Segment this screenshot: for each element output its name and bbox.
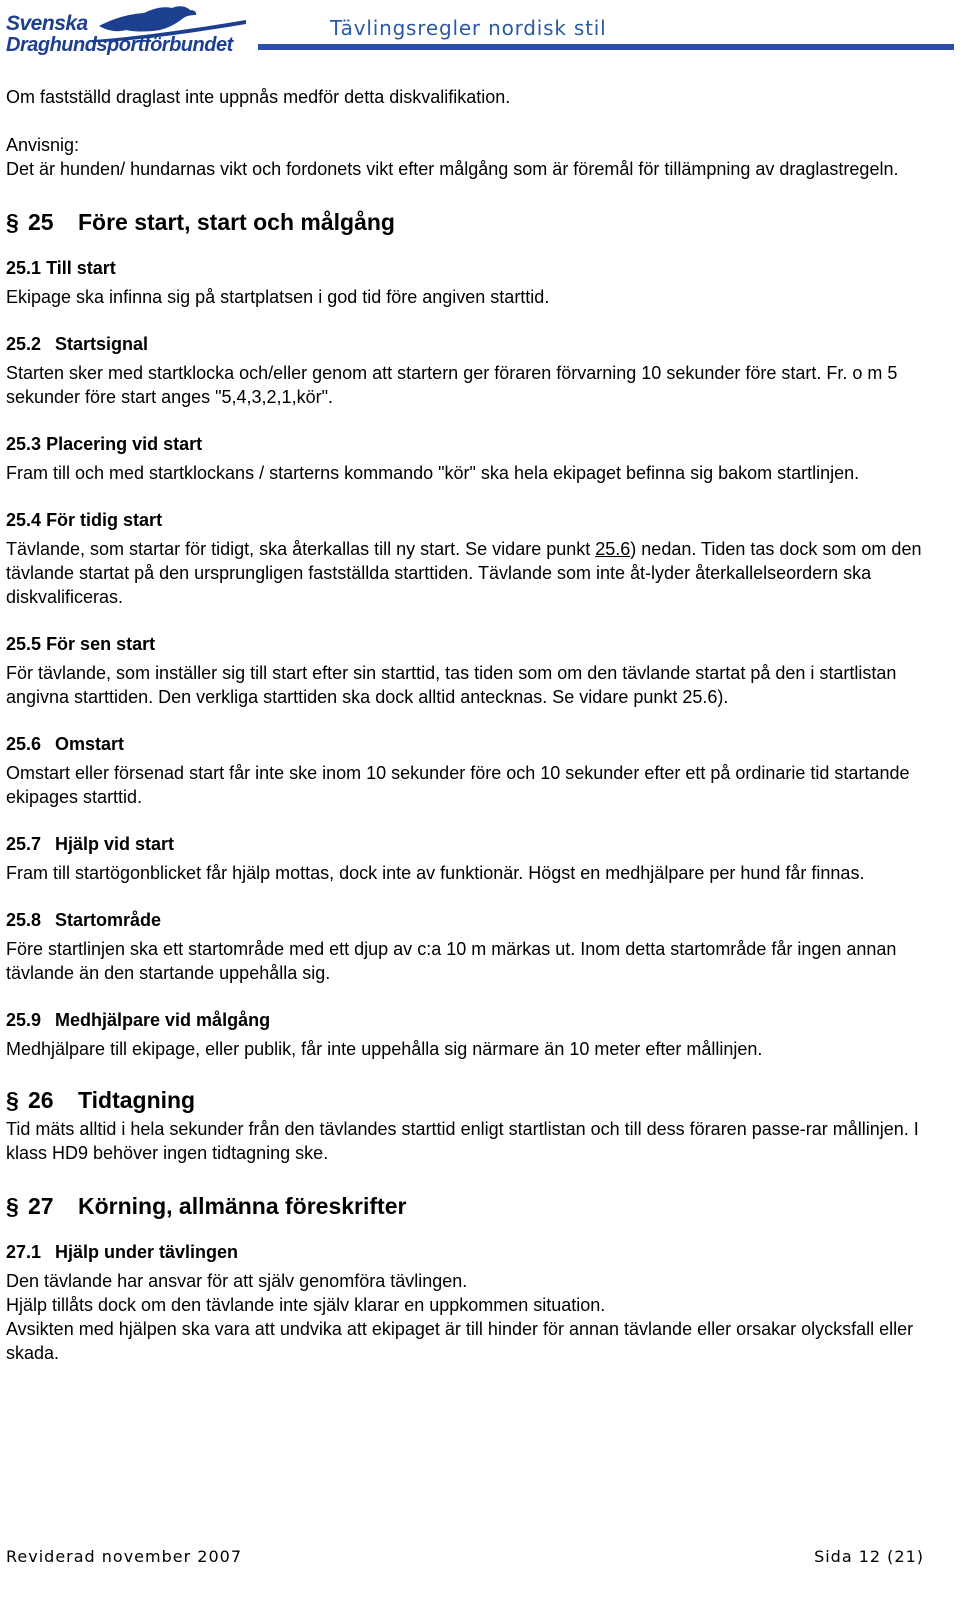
document-title: Tävlingsregler nordisk stil bbox=[330, 16, 607, 40]
subsection-text: Före startlinjen ska ett startområde med ett djup av c:a 10 m märkas ut. Inom detta startområde får ingen annan tävlande än den startande uppehålla sig. bbox=[6, 939, 897, 983]
subsection-heading: 25.7 Hjälp vid start bbox=[6, 834, 175, 854]
section-title: Före start, start och målgång bbox=[78, 209, 395, 235]
organization-logo bbox=[4, 4, 254, 58]
subsection-heading: 25.8 Startområde bbox=[6, 910, 162, 930]
subsection-text: För tävlande, som inställer sig till start efter sin starttid, tas tiden som om den tävlande startat på den i startlistan angivna starttiden. Den verkliga starttiden ska dock alltid antecknas. Se vidare punkt 25.6). bbox=[6, 663, 897, 707]
revision-date: Reviderad november 2007 bbox=[6, 1547, 242, 1566]
subsection-heading: 25.3 Placering vid start bbox=[6, 434, 203, 454]
subsection-heading: 25.1 Till start bbox=[6, 258, 116, 278]
section-symbol: § bbox=[6, 209, 19, 235]
subsection-text: Fram till och med startklockans / starterns kommando "kör" ska hela ekipaget befinna sig bakom startlinjen. bbox=[6, 463, 860, 483]
logo-text-line1: Svenska bbox=[6, 12, 88, 35]
subsection-heading: 25.4 För tidig start bbox=[6, 510, 163, 530]
section-heading-25 bbox=[6, 207, 942, 237]
section-heading-26: § 26 Tidtagning bbox=[6, 1087, 196, 1113]
subsection-heading: 25.2 Startsignal bbox=[6, 334, 149, 354]
page-footer bbox=[6, 1547, 924, 1566]
note-text: Det är hunden/ hundarnas vikt och fordonets vikt efter målgång som är föremål för tillämpning av draglastregeln. bbox=[6, 159, 899, 179]
subsection-text: Starten sker med startklocka och/eller genom att startern ger föraren förvarning 10 sekunder före start. Fr. o m 5 sekunder före start anges "5,4,3,2,1,kör". bbox=[6, 363, 898, 407]
subsection-text: Avsikten med hjälpen ska vara att undvika att ekipaget är till hinder för annan tävlande eller orsakar olycksfall eller skada. bbox=[6, 1319, 914, 1363]
page-number: Sida 12 (21) bbox=[814, 1547, 924, 1566]
subsection-text: Omstart eller försenad start får inte ske inom 10 sekunder före och 10 sekunder efter ett på ordinarie tid startande ekipages starttid. bbox=[6, 763, 910, 807]
subsection-text: Medhjälpare till ekipage, eller publik, får inte uppehålla sig närmare än 10 meter efter mållinjen. bbox=[6, 1039, 763, 1059]
subsection-heading: 27.1 Hjälp under tävlingen bbox=[6, 1242, 239, 1262]
subsection-text: Ekipage ska infinna sig på startplatsen i god tid före angiven starttid. bbox=[6, 287, 550, 307]
document-body bbox=[6, 85, 942, 1365]
subsection-text: Hjälp tillåts dock om den tävlande inte själv klarar en uppkommen situation. bbox=[6, 1295, 606, 1315]
note-label: Anvisnig: bbox=[6, 135, 80, 155]
subsection-text: Den tävlande har ansvar för att själv genomföra tävlingen. bbox=[6, 1271, 468, 1291]
section-heading-27: § 27 Körning, allmänna föreskrifter bbox=[6, 1193, 407, 1219]
subsection-text: Tävlande, som startar för tidigt, ska återkallas till ny start. Se vidare punkt 25.6) nedan. Tiden tas dock som om den tävlande startat på den ursprungligen fastställda starttiden. Tävlande som inte åt-lyder återkallelseordern ska diskvalificeras. bbox=[6, 539, 922, 607]
header-rule bbox=[258, 44, 954, 50]
subsection-heading: 25.9 Medhjälpare vid målgång bbox=[6, 1010, 271, 1030]
section-number: 25 bbox=[28, 209, 54, 235]
subsection-heading: 25.5 För sen start bbox=[6, 634, 156, 654]
subsection-text: Fram till startögonblicket får hjälp mottas, dock inte av funktionär. Högst en medhjälpare per hund får finnas. bbox=[6, 863, 865, 883]
page-header bbox=[0, 0, 960, 60]
paragraph: Om fastställd draglast inte uppnås medför detta diskvalifikation. bbox=[6, 87, 511, 107]
subsection-heading: 25.6 Omstart bbox=[6, 734, 125, 754]
logo-text-line2: Draghundsportförbundet bbox=[6, 34, 233, 56]
cross-reference-link[interactable]: 25.6 bbox=[595, 539, 631, 559]
section-text: Tid mäts alltid i hela sekunder från den tävlandes starttid enligt startlistan och till dess föraren passe-rar mållinjen. I klass HD9 behöver ingen tidtagning ske. bbox=[6, 1119, 919, 1163]
